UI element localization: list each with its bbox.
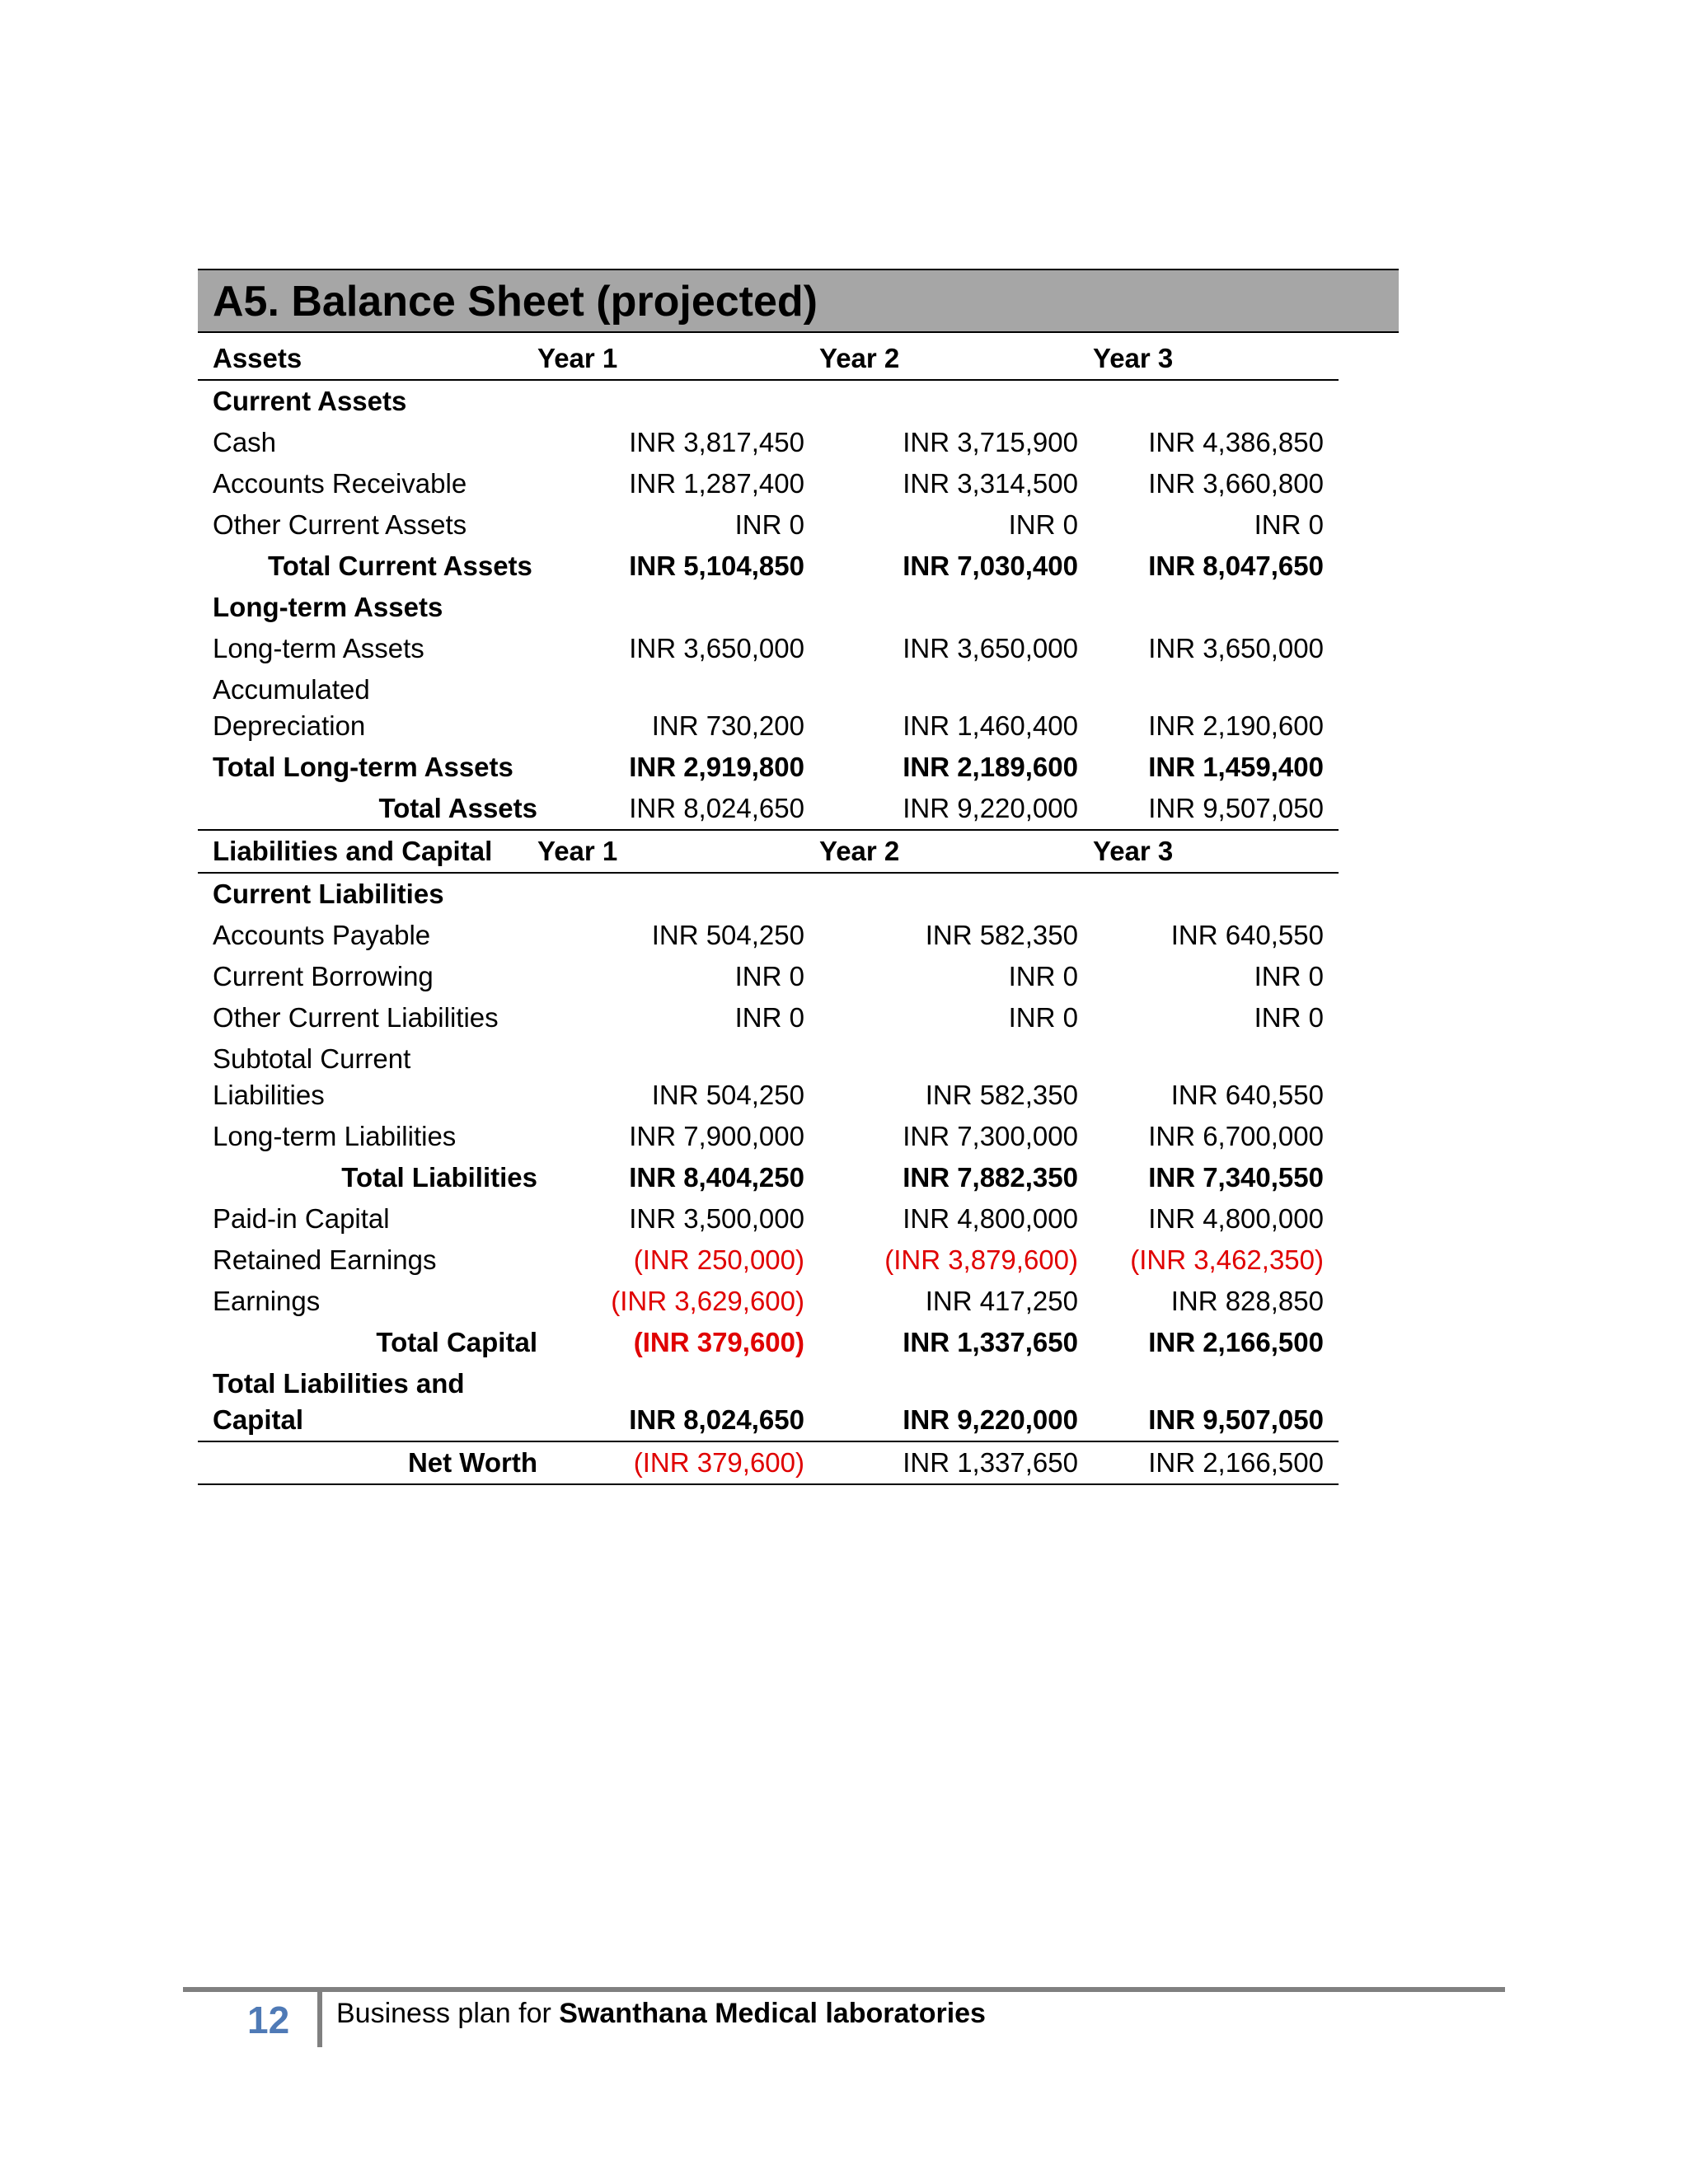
cell-year2: INR 1,460,400: [903, 710, 1078, 741]
row-label-line2: Liabilities: [213, 1080, 325, 1110]
cell-year3: INR 8,047,650: [1148, 551, 1324, 581]
section-heading-row: [198, 587, 1339, 628]
cell-year1: INR 3,500,000: [629, 1203, 804, 1234]
cell-year3: INR 2,190,600: [1148, 710, 1324, 741]
total-row: [198, 1157, 1339, 1198]
footer-company: Swanthana Medical laboratories: [559, 1998, 986, 2029]
cell-year2: INR 7,300,000: [903, 1121, 1078, 1151]
cell-year2: INR 0: [1008, 961, 1078, 991]
column-header-year3: Year 3: [1093, 830, 1339, 873]
section-heading-row: [198, 873, 1339, 915]
cell-year1: INR 504,250: [651, 1080, 804, 1110]
total-row: [198, 1322, 1339, 1363]
cell-year1: INR 0: [734, 961, 804, 991]
column-header-year2: Year 2: [819, 830, 1093, 873]
cell-year3: INR 9,507,050: [1093, 788, 1339, 830]
cell-year1: (INR 379,600): [537, 1441, 819, 1484]
row-label: Other Current Liabilities: [213, 1002, 499, 1033]
cell-year2: INR 582,350: [925, 1080, 1078, 1110]
cell-year2: INR 2,189,600: [903, 752, 1078, 782]
footer-vertical-divider: [317, 1991, 322, 2047]
cell-year2: INR 0: [1008, 509, 1078, 540]
table-row: [198, 463, 1339, 504]
cell-year2: INR 7,030,400: [903, 551, 1078, 581]
cell-year3: INR 2,166,500: [1093, 1441, 1339, 1484]
row-label: [198, 1038, 537, 1116]
total-assets-row: [198, 788, 1339, 830]
cell-year3: INR 4,386,850: [1148, 427, 1324, 457]
cell-year3: INR 1,459,400: [1148, 752, 1324, 782]
row-label-line1: Accumulated: [213, 674, 370, 705]
cell-year1: INR 3,817,450: [629, 427, 804, 457]
cell-year2: INR 417,250: [925, 1286, 1078, 1316]
cell-year2: INR 3,314,500: [903, 468, 1078, 499]
column-header-label: Liabilities and Capital: [198, 830, 537, 873]
cell-year1: INR 0: [734, 509, 804, 540]
cell-year3: INR 0: [1254, 509, 1324, 540]
table-row: [198, 628, 1339, 669]
cell-year3: INR 828,850: [1170, 1286, 1324, 1316]
cell-year2: INR 7,882,350: [903, 1162, 1078, 1193]
liabilities-header-row: [198, 830, 1339, 873]
cell-year3: INR 3,660,800: [1148, 468, 1324, 499]
row-label: Retained Earnings: [213, 1244, 437, 1275]
cell-year1: INR 504,250: [651, 920, 804, 950]
table-row: [198, 422, 1339, 463]
row-label: Total Assets: [198, 788, 537, 830]
page-number: 12: [247, 1999, 290, 2041]
table-row: [198, 1038, 1339, 1116]
cell-year1: INR 8,404,250: [629, 1162, 804, 1193]
table-row: [198, 1281, 1339, 1322]
footer-text: [336, 1998, 986, 2030]
row-label: Total Capital: [376, 1327, 537, 1357]
cell-year3: (INR 3,462,350): [1130, 1244, 1324, 1275]
row-label: Other Current Assets: [213, 509, 467, 540]
row-label: [198, 669, 537, 747]
cell-year1: INR 8,024,650: [537, 788, 819, 830]
section-heading-row: [198, 380, 1339, 422]
cell-year3: INR 4,800,000: [1148, 1203, 1324, 1234]
footer-prefix: Business plan for: [336, 1998, 560, 2029]
row-label: Accounts Payable: [213, 920, 431, 950]
cell-year1: INR 2,919,800: [629, 752, 804, 782]
net-worth-row: [198, 1441, 1339, 1484]
row-label: Cash: [213, 427, 277, 457]
cell-year2: INR 9,220,000: [819, 1363, 1093, 1441]
row-label: Long-term Liabilities: [213, 1121, 457, 1151]
cell-year2: (INR 3,879,600): [884, 1244, 1078, 1275]
assets-header-row: [198, 338, 1339, 380]
table-row: [198, 504, 1339, 546]
cell-year3: INR 9,507,050: [1093, 1363, 1339, 1441]
cell-year2: INR 1,337,650: [819, 1441, 1093, 1484]
row-label: Total Liabilities: [341, 1162, 537, 1193]
table-row: [198, 669, 1339, 747]
cell-year2: INR 9,220,000: [819, 788, 1093, 830]
footer-divider: [183, 1987, 1505, 1992]
row-label: Accounts Receivable: [213, 468, 467, 499]
cell-year3: INR 6,700,000: [1148, 1121, 1324, 1151]
row-label: Total Current Assets: [268, 551, 532, 581]
table-row: [198, 1198, 1339, 1240]
cell-year3: INR 0: [1254, 961, 1324, 991]
cell-year2: INR 3,650,000: [903, 633, 1078, 663]
cell-year1: (INR 3,629,600): [611, 1286, 804, 1316]
cell-year1: (INR 379,600): [633, 1327, 804, 1357]
cell-year2: INR 4,800,000: [903, 1203, 1078, 1234]
row-label-line2: Depreciation: [213, 710, 366, 741]
row-label-line2: Capital: [213, 1404, 304, 1435]
row-label: Earnings: [213, 1286, 321, 1316]
column-header-year1: Year 1: [537, 830, 819, 873]
cell-year1: INR 730,200: [651, 710, 804, 741]
cell-year3: INR 640,550: [1170, 1080, 1324, 1110]
row-label: Total Long-term Assets: [213, 752, 513, 782]
cell-year2: INR 1,337,650: [903, 1327, 1078, 1357]
row-label-line1: Total Liabilities and: [213, 1368, 465, 1399]
row-label: Long-term Assets: [213, 633, 424, 663]
cell-year2: INR 3,715,900: [903, 427, 1078, 457]
column-header-year2: Year 2: [819, 338, 1093, 380]
balance-sheet-table: [198, 338, 1339, 1485]
cell-year2: INR 0: [1008, 1002, 1078, 1033]
cell-year1: INR 7,900,000: [629, 1121, 804, 1151]
cell-year2: INR 582,350: [925, 920, 1078, 950]
row-label: Current Borrowing: [213, 961, 434, 991]
section-title-bar: [198, 269, 1399, 333]
cell-year1: (INR 250,000): [633, 1244, 804, 1275]
cell-year1: INR 0: [734, 1002, 804, 1033]
column-header-year3: Year 3: [1093, 338, 1339, 380]
total-row: [198, 747, 1339, 788]
section-title: A5. Balance Sheet (projected): [213, 278, 818, 326]
column-header-label: Assets: [198, 338, 537, 380]
row-label: Paid-in Capital: [213, 1203, 390, 1234]
cell-year3: INR 640,550: [1170, 920, 1324, 950]
cell-year3: INR 0: [1254, 1002, 1324, 1033]
table-row: [198, 1116, 1339, 1157]
cell-year3: INR 7,340,550: [1148, 1162, 1324, 1193]
table-row: [198, 997, 1339, 1038]
column-header-year1: Year 1: [537, 338, 819, 380]
cell-year1: INR 5,104,850: [629, 551, 804, 581]
cell-year3: INR 3,650,000: [1148, 633, 1324, 663]
current-liabilities-heading: Current Liabilities: [213, 879, 444, 909]
cell-year1: INR 3,650,000: [629, 633, 804, 663]
cell-year1: INR 8,024,650: [537, 1363, 819, 1441]
row-label: [198, 1363, 537, 1441]
cell-year3: INR 2,166,500: [1148, 1327, 1324, 1357]
row-label-line1: Subtotal Current: [213, 1043, 411, 1074]
total-row: [198, 1363, 1339, 1441]
table-row: [198, 915, 1339, 956]
cell-year1: INR 1,287,400: [629, 468, 804, 499]
current-assets-heading: Current Assets: [213, 386, 407, 416]
table-row: [198, 1240, 1339, 1281]
long-term-assets-heading: Long-term Assets: [213, 592, 443, 622]
table-row: [198, 956, 1339, 997]
row-label: Net Worth: [198, 1441, 537, 1484]
total-row: [198, 546, 1339, 587]
